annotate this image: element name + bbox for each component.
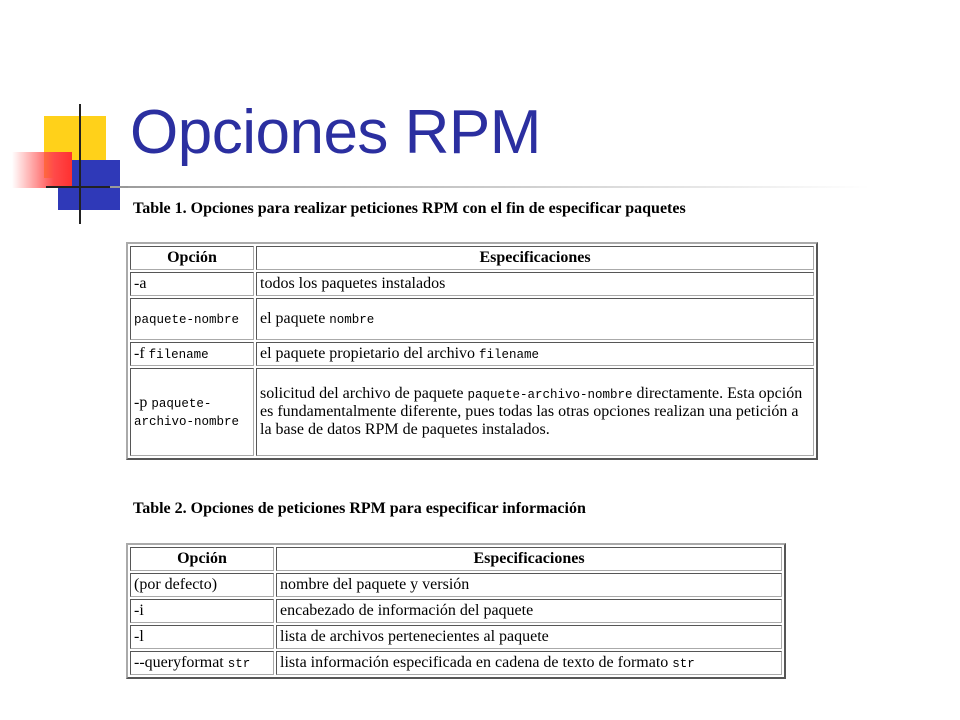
table-row (130, 342, 814, 366)
header-option: Opción (130, 547, 274, 571)
option-cell: -i (130, 599, 274, 623)
table-row (130, 625, 782, 649)
spec-cell: nombre del paquete y versión (276, 573, 782, 597)
spec-cell: solicitud del archivo de paquete paquete-archivo-nombre directamente. Esta opción es fundamentalmente diferente, pues todas las otras opciones realizan una petición a la base de datos RPM de paquetes instalados. (256, 368, 814, 456)
header-specifications: Especificaciones (276, 547, 782, 571)
option-cell: (por defecto) (130, 573, 274, 597)
option-cell: --queryformat str (130, 651, 274, 675)
slide-title: Opciones RPM (130, 98, 541, 167)
table-row (130, 573, 782, 597)
header-option: Opción (130, 246, 254, 270)
table-row (130, 651, 782, 675)
slide-logo-decoration (0, 0, 140, 230)
logo-vertical-line (79, 104, 81, 224)
option-cell: paquete-nombre (130, 298, 254, 340)
options-table-packages (126, 242, 818, 460)
title-rule (110, 186, 870, 188)
logo-red-bar (12, 152, 72, 188)
table1-caption: Table 1. Opciones para realizar peticiones RPM con el fin de especificar paquetes (133, 200, 686, 217)
spec-cell: encabezado de información del paquete (276, 599, 782, 623)
table-row (130, 272, 814, 296)
table-row (130, 599, 782, 623)
table-header-row (130, 246, 814, 270)
options-table-information (126, 543, 786, 679)
spec-cell: el paquete nombre (256, 298, 814, 340)
option-cell: -p paquete-archivo-nombre (130, 368, 254, 456)
spec-cell: todos los paquetes instalados (256, 272, 814, 296)
option-cell: -a (130, 272, 254, 296)
table-row (130, 368, 814, 456)
option-cell: -f filename (130, 342, 254, 366)
table-row (130, 298, 814, 340)
spec-cell: lista de archivos pertenecientes al paquete (276, 625, 782, 649)
spec-cell: el paquete propietario del archivo filename (256, 342, 814, 366)
header-specifications: Especificaciones (256, 246, 814, 270)
spec-cell: lista información especificada en cadena de texto de formato str (276, 651, 782, 675)
option-cell: -l (130, 625, 274, 649)
table2-caption: Table 2. Opciones de peticiones RPM para especificar información (133, 500, 586, 517)
table-header-row (130, 547, 782, 571)
